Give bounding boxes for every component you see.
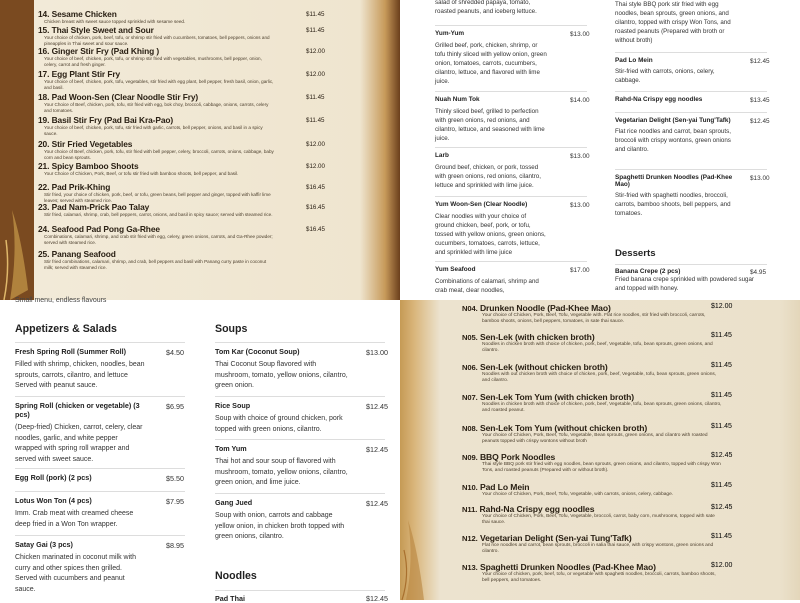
menu-item[interactable] [615,0,733,45]
item-price: $12.45 [366,499,388,508]
divider [615,52,767,53]
item-price: $11.45 [711,392,732,399]
item-number: 20. [38,139,50,149]
item-title: Sen-Lek (without chicken broth) [479,362,608,372]
item-price: $11.45 [306,27,325,34]
item-number: N08. [462,424,478,433]
menu-item[interactable] [435,266,547,295]
divider [15,342,185,343]
item-title: Spicy Bamboo Shoots [51,161,139,171]
item-description: Grilled beef, pork, chicken, shrimp, or tofu thinly sliced with yellow onion, green onion, tomatoes, carrots, cucumbers, cilantro, lettuce, and flavored with lime juice. [435,42,547,85]
menu-item[interactable] [15,473,145,486]
divider [215,396,385,397]
divider [435,25,587,26]
menu-item-banana-crepe[interactable] [615,268,755,293]
menu-item[interactable] [215,444,350,489]
item-price: $11.45 [306,94,325,101]
item-name: Vegetarian Delight (Sen-yai Tung'Tafk) [615,117,731,124]
menu-item[interactable] [435,96,547,143]
item-name [38,182,338,192]
item-price: $12.45 [750,58,770,65]
item-description: Your choice of beef, chicken, pork, tofu, or shrimp stir fried with vegetables, mushrooms, bell pepper, onion, celery, carrot and fresh ginger. [44,56,262,67]
item-number: N09. [462,453,478,462]
item-description: Ground beef, chicken, or pork, tossed with green onions, red onions, cilantro, lettuce and sprinkled with lime juice. [435,164,541,189]
menu-item[interactable] [38,115,338,136]
item-price: $11.45 [711,362,732,369]
item-number: N11. [462,505,478,514]
item-price: $12.45 [366,402,388,411]
item-name [38,9,338,19]
menu-item[interactable] [38,139,338,160]
item-title: Stir Fried Vegetables [51,139,133,149]
item-price: $13.00 [366,348,388,357]
item-title: Vegetarian Delight (Sen-yai Tung'Tafk) [479,533,632,543]
divider [615,112,767,113]
menu-item[interactable] [215,498,350,543]
item-description: Stir fried, your choice of chicken, pork, beef, or tofu, green beans, bell pepper and ginger, topped with kaffir lime leaves; served with steamed rice. [44,192,271,203]
item-number: 22. [38,182,50,192]
item-name [38,46,338,56]
item-title: Pad Nam-Prick Pao Talay [51,202,150,212]
paper-menu-noodles-photo [400,300,800,600]
item-description: Filled with shrimp, chicken, noodles, bean sprouts, carrots, cilantro, and lettuce Served with peanut sauce. [15,361,145,390]
menu-item[interactable] [435,152,547,190]
item-title: Sen-Lek Tom Yum (without chicken broth) [479,423,648,433]
item-title: Ginger Stir Fry (Pad Khing ) [51,46,160,56]
item-title: Seafood Pad Pong Ga-Rhee [51,224,160,234]
divider [15,468,185,469]
item-number: 18. [38,92,50,102]
item-title: BBQ Pork Noodles [479,452,556,462]
menu-item[interactable] [38,161,338,177]
item-description: Thai Coconut Soup flavored with mushroom, tomato, yellow onions, cilantro, green onion. [215,361,348,390]
divider [435,261,587,262]
item-description: Combinations, calamari, shrimp, and crab stir fried with egg, celery, green onions, carrots, and Ga-Rhee powder; served with steamed rice. [44,234,273,245]
item-title: Thai Style Sweet and Sour [51,25,154,35]
item-name: Gang Jued [215,498,253,507]
item-title: Sesame Chicken [51,9,117,19]
divider [15,396,185,397]
item-number: N07. [462,393,478,402]
item-price: $4.50 [166,348,184,357]
divider [215,439,385,440]
tagline: Small menu, endless flavours [15,297,107,304]
item-price: $8.95 [166,541,184,550]
item-title: Pad Woon-Sen (Clear Noodle Stir Fry) [51,92,199,102]
item-description: Thai hot and sour soup of flavored with mushroom, tomato, yellow onions, cilantro, green onion, and lime juice. [215,458,348,487]
item-name [38,69,338,79]
item-name: Tom Yum [215,444,247,453]
item-name: Fresh Spring Roll (Summer Roll) [15,347,127,356]
item-description: salad of shredded papaya, tomato, roasted peanuts, and iceberg lettuce. [435,0,537,15]
item-description: Your choice of Beef, chicken, pork, tofu, stir fried with bell pepper, celery, broccoli, carrots, onions, cabbage, baby corn and bean sprouts. [44,149,274,160]
item-name: Banana Crepe (2 pcs) [615,268,681,275]
item-description: Your choice of Chicken, Pork, Beef, Tofu, Vegetable, with carrots, onions, celery, cabbage. [482,492,674,497]
item-price: $14.00 [570,97,590,104]
divider [615,91,767,92]
item-price: $12.00 [711,303,733,310]
item-price: $17.00 [570,267,590,274]
item-number: N13. [462,563,478,572]
menu-item[interactable] [38,25,338,46]
item-price: $6.95 [166,402,184,411]
menu-item[interactable] [615,57,733,85]
item-price: $12.00 [306,71,325,78]
item-description: Stir fried, calamari, shrimp, crab, bell peppers, carrot, onions, and basil in spicy sauce; served with steamed rice. [44,212,273,217]
menu-item[interactable] [15,401,145,465]
item-name: Satay Gai (3 pcs) [15,540,73,549]
item-price: $12.45 [711,452,733,459]
item-description: Your Choice of Chicken, Pork, Beef, or tofu stir fried with bamboo shoots, bell pepper, and basil. [44,171,239,176]
item-name: Lotus Won Ton (4 pcs) [15,496,92,505]
item-name [38,202,338,212]
divider [435,91,587,92]
item-description: Your choice of chicken, pork, beef, tofu, or vegetable with spaghetti noodles, broccoli, carrots, bamboo shoots, bell peppers, and tomatoes. [482,572,716,583]
ornament-border-left [400,300,440,600]
item-price: $11.45 [711,482,732,489]
item-number: 25. [38,249,50,259]
item-description: Combinations of calamari, shrimp and crab meat, clear noodles, [435,278,539,294]
item-description: Your choice of Chicken, Pork, Beef, Tofu, Vegetable, broccoli, carrot, baby corn, mushrooms, topped with sate thai sauce. [482,514,715,525]
menu-item[interactable] [435,201,547,257]
item-name: Egg Roll (pork) (2 pcs) [15,473,92,482]
paper-menu-stir-fry-photo [0,0,400,300]
item-description: Thai style BBQ pork stir fried with egg noodles, bean sprouts, green onions, and cilantro, topped with crispy Won Tons, and roasted peanuts (Prepared with or without broth). [482,462,721,473]
item-title: Pad Lo Mein [479,482,530,492]
menu-item[interactable] [215,401,350,435]
noodles-heading: Noodles [215,570,257,582]
item-title: Basil Stir Fry (Pad Bai Kra-Pao) [51,115,174,125]
item-price: $12.45 [366,445,388,454]
item-description: Imm. Crab meat with creamed cheese deep fried in a Won Ton wrapper. [15,510,134,528]
menu-item[interactable] [38,9,338,25]
item-price [306,0,325,1]
menu-item[interactable] [15,540,145,595]
item-number: N04. [462,304,478,313]
item-title: Sen-Lek Tom Yum (with chicken broth) [479,392,635,402]
menu-item[interactable] [435,30,547,86]
item-name [38,25,338,35]
item-description: Thinly sliced beef, grilled to perfection with green onions, red onions, and cilantro, lettuce, and seasoned with lime juice. [435,108,545,142]
item-price: $5.50 [166,474,184,483]
item-description: Soup with choice of ground chicken, pork topped with green onions, cilantro. [215,415,343,433]
item-price: $7.95 [166,497,184,506]
item-name [38,92,338,102]
item-price: $16.45 [306,184,325,191]
item-description: Noodles with out chicken broth with choice of chicken, pork, beef, Vegetable, tofu, bean sprouts, green onions, and cilantro. [482,372,717,383]
menu-item[interactable] [15,347,145,392]
desserts-heading: Desserts [615,248,656,259]
divider [615,169,767,170]
item-description: Your choice of Chicken, Pork, Beef, Tofu, Vegetable, Bean sprouts, green onions, and cilantro with roasted peanuts topped with crispy wontons without broth [482,433,708,444]
web-menu-noodles-desserts [400,0,800,300]
item-price: $12.00 [306,141,325,148]
item-title: Pad Prik-Khing [51,182,111,192]
item-price: $12.00 [711,562,733,569]
item-title: Drunken Noodle (Pad-Khee Mao) [479,303,611,313]
item-number: 16. [38,46,50,56]
item-price: $16.45 [306,204,325,211]
item-description: Fried banana crepe sprinkled with powdered sugar and topped with honey. [615,276,754,292]
divider [215,590,385,591]
item-name [38,224,338,234]
item-number: 21. [38,161,50,171]
item-number: 23. [38,202,50,212]
item-name: Yum Woon-Sen (Clear Noodle) [435,201,528,208]
item-price: $4.95 [750,269,766,276]
item-price: $13.00 [570,153,590,160]
item-price: $11.45 [711,332,732,339]
menu-item[interactable] [38,92,338,113]
item-name: Yum-Yum [435,30,465,37]
item-price: $11.45 [306,117,325,124]
item-description: Soup with onion, carrots and cabbage yellow onion, in chicken broth topped with green onions, cilantro. [215,512,345,541]
item-name: Tom Kar (Coconut Soup) [215,347,300,356]
item-number: 24. [38,224,50,234]
item-name: Larb [435,152,449,159]
menu-item[interactable] [615,174,733,218]
item-description: Stir fried combinations, calamari, shrimp, and crab, bell peppers and basil with Panang curry paste in coconut milk; served with steamed rice. [44,259,267,270]
item-description: Noodles in chicken broth with choice of chicken, pork, beef, Vegetable, tofu, bean sprouts, green onions, cilantro, and roasted peanut. [482,402,722,413]
item-title: Egg Plant Stir Fry [51,69,121,79]
item-price: $12.45 [711,504,733,511]
item-number: N05. [462,333,478,342]
item-number: 14. [38,9,50,19]
item-price: $12.00 [306,163,325,170]
item-number: N12. [462,534,478,543]
item-description: Your choice of chicken, pork, beef, tofu, or shrimp stir fried with cucumbers, tomatoes, bell peppers, onions and pineapples in Thai sweet and sour sauce. [44,35,270,46]
item-description: Clear noodles with your choice of ground chicken, beef, pork, or tofu, tossed with yellow onions, green onions, cucumbers, tomatoes, carrots, lettuce, and sprinkled with lime juice [435,213,546,256]
divider [215,493,385,494]
menu-item[interactable] [38,46,338,67]
item-description: Chicken breast with sweet sauce topped sprinkled with sesame seed. [44,19,186,24]
menu-item[interactable] [215,347,350,392]
item-name: Spaghetti Drunken Noodles (Pad-Khee Mao) [615,174,733,188]
item-price: $12.45 [366,594,388,603]
menu-item[interactable] [38,224,338,245]
menu-item[interactable] [38,202,338,218]
item-description: Your choice of beef, chicken, pork, tofu, vegetables, stir fried with egg plant, bell pepper, fresh basil, onion, garlic, and basil. [44,79,274,90]
item-price: $13.00 [750,175,770,182]
item-price: $11.45 [711,533,732,540]
item-name: Pad Thai [215,594,245,603]
menu-item[interactable] [38,249,338,270]
item-name: Pad Lo Mein [615,57,653,64]
item-description: Noodles in chicken broth with choice of chicken, pork, beef, Vegetable, tofu, bean sprouts, green onions, and cilantro. [482,342,713,353]
menu-item[interactable] [15,496,145,530]
item-description: Stir-fried with carrots, onions, celery, cabbage. [615,68,715,84]
item-number: 19. [38,115,50,125]
item-name [38,139,338,149]
item-number: 15. [38,25,50,35]
item-price: $13.00 [570,31,590,38]
divider [215,342,385,343]
divider [435,196,587,197]
item-price: $12.00 [306,48,325,55]
item-title: Spaghetti Drunken Noodles (Pad-Khee Mao) [479,562,656,572]
item-name: Spring Roll (chicken or vegetable) (3 pcs) [15,401,140,419]
item-title: Sen-Lek (with chicken broth) [479,332,595,342]
item-number: N10. [462,483,478,492]
web-menu-appetizers-soups [0,297,400,603]
item-title: Panang Seafood [51,249,116,259]
item-description: Your choice of Chicken, Pork, Beef, Tofu, Vegetable with. Flat rice noodles, stir fried with broccoli, carrots, bamboo shoots, onions, bell peppers, tomatoes, in sate thai sauce. [482,313,706,324]
ornament-border-left [0,0,34,300]
divider [15,491,185,492]
menu-item[interactable] [615,96,733,106]
item-name: Rice Soup [215,401,251,410]
item-name: Nuah Num Tok [435,96,480,103]
item-description: Flat rice noodles and carrot, bean sprouts, broccoli with crispy wontons, green onions and cilantro. [615,128,731,153]
item-name [38,249,338,259]
item-price: $16.45 [306,226,325,233]
item-price: $11.45 [711,423,732,430]
item-name: Rahd-Na Crispy egg noodles [615,96,703,103]
item-price: $11.45 [306,11,325,18]
item-name [38,115,338,125]
item-description: Flat rice noodles and carrot, bean sprouts, broccoli in salia thai sauce, with crispy wontons, green onions and cilantro. [482,543,714,554]
divider [615,264,767,265]
item-description: Your Choice of Beef, chicken, pork, tofu, stir fried with egg, bok choy, broccoli, cabbage, onions, carrots, celery and tomatoes. [44,102,269,113]
divider [435,147,587,148]
item-description: (Deep-fried) Chicken, carrot, celery, clear noodles, garlic, and white pepper wrapped with spring roll wrapper and served with sweet sauce. [15,424,143,463]
menu-item[interactable] [38,69,338,90]
item-description: Thai style BBQ pork stir fried with egg noodles, bean sprouts, green onions, and cilantro, topped with crispy Won Tons, and roasted peanuts (Prepared with broth or without broth) [615,1,731,44]
item-number: 17. [38,69,50,79]
item-description: Chicken marinated in coconut milk with curry and other spices then grilled. Served with cucumbers and peanut sauce. [15,554,136,593]
divider [15,535,185,536]
item-description: Stir-fried with spaghetti noodles, broccoli, carrots, bamboo shoots, bell peppers, and tomatoes. [615,192,731,217]
item-price: $13.00 [570,202,590,209]
item-price: $12.45 [750,118,770,125]
soups-heading: Soups [215,323,248,335]
item-title: Rahd-Na Crispy egg noodles [479,504,595,514]
menu-item[interactable] [615,117,733,154]
menu-item[interactable] [435,0,547,16]
item-price: $13.45 [750,97,770,104]
menu-item[interactable] [38,182,338,203]
item-number: N06. [462,363,478,372]
appetizers-heading: Appetizers & Salads [15,323,117,335]
item-name: Yum Seafood [435,266,476,273]
item-description: Your choice of beef, chicken, pork, tofu, stir fried with garlic, carrots, bell pepper, onions, and basil in a spicy sauce. [44,125,263,136]
item-name [38,161,338,171]
